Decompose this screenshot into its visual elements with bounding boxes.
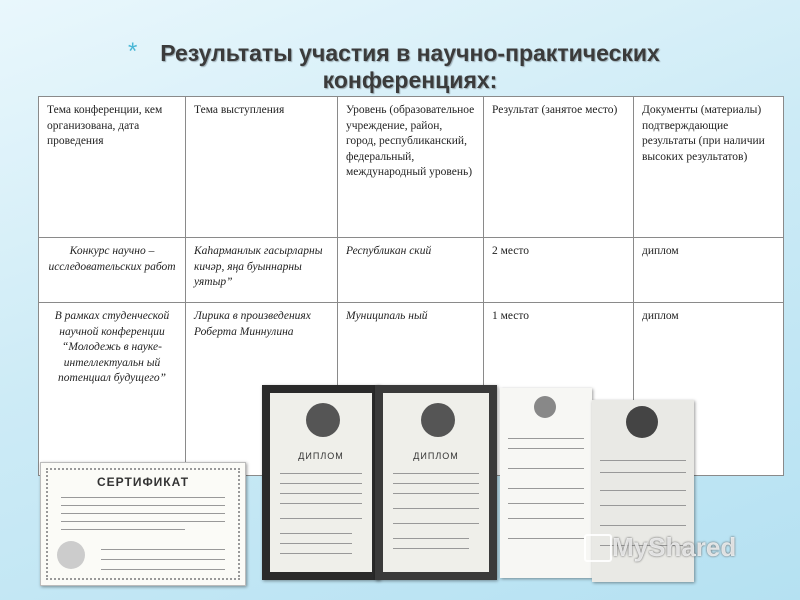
- table-cell: В рамках студенческой научной конференции “Молодежь в науке- интеллектуальн ый потенциал будущего”: [39, 303, 186, 476]
- table-row: [39, 238, 784, 303]
- header-cell: Уровень (образовательное учреждение, район, город, республиканский, федеральный, международный уровень): [338, 97, 484, 238]
- table-header-row: [39, 97, 784, 238]
- title-line-1: Результаты участия в научно-практических: [160, 40, 660, 66]
- table-cell: Республикан ский: [338, 238, 484, 303]
- diploma-label: ДИПЛОМ: [298, 451, 344, 461]
- table-cell: 2 место: [484, 238, 634, 303]
- header-cell: Документы (материалы) подтверждающие результаты (при наличии высоких результатов): [634, 97, 784, 238]
- diploma-image-3: [500, 388, 592, 578]
- table-cell: Муниципаль ный: [338, 303, 484, 476]
- header-cell: Результат (занятое место): [484, 97, 634, 238]
- table-cell: диплом: [634, 303, 784, 476]
- diploma-image-2: [375, 385, 497, 580]
- header-cell: Тема конференции, кем организована, дата проведения: [39, 97, 186, 238]
- table-cell: Лирика в произведениях Роберта Миннулина: [186, 303, 338, 476]
- page-title: [130, 40, 690, 94]
- diploma-label: ДИПЛОМ: [413, 451, 459, 461]
- title-line-2: конференциях:: [322, 67, 498, 93]
- certificate-title: СЕРТИФИКАТ: [96, 475, 190, 489]
- watermark: MyShared: [612, 532, 737, 562]
- table-cell: 1 место: [484, 303, 634, 476]
- diploma-image-1: [262, 385, 380, 580]
- table-cell: диплом: [634, 238, 784, 303]
- table-cell: Конкурс научно – исследовательских работ: [39, 238, 186, 303]
- watermark-icon: [584, 534, 612, 562]
- table-cell: Каһарманлык гасырларны кичәр, яңа буыннарны уятыр”: [186, 238, 338, 303]
- header-cell: Тема выступления: [186, 97, 338, 238]
- certificate-image: [40, 462, 246, 586]
- title-bullet: *: [128, 38, 138, 65]
